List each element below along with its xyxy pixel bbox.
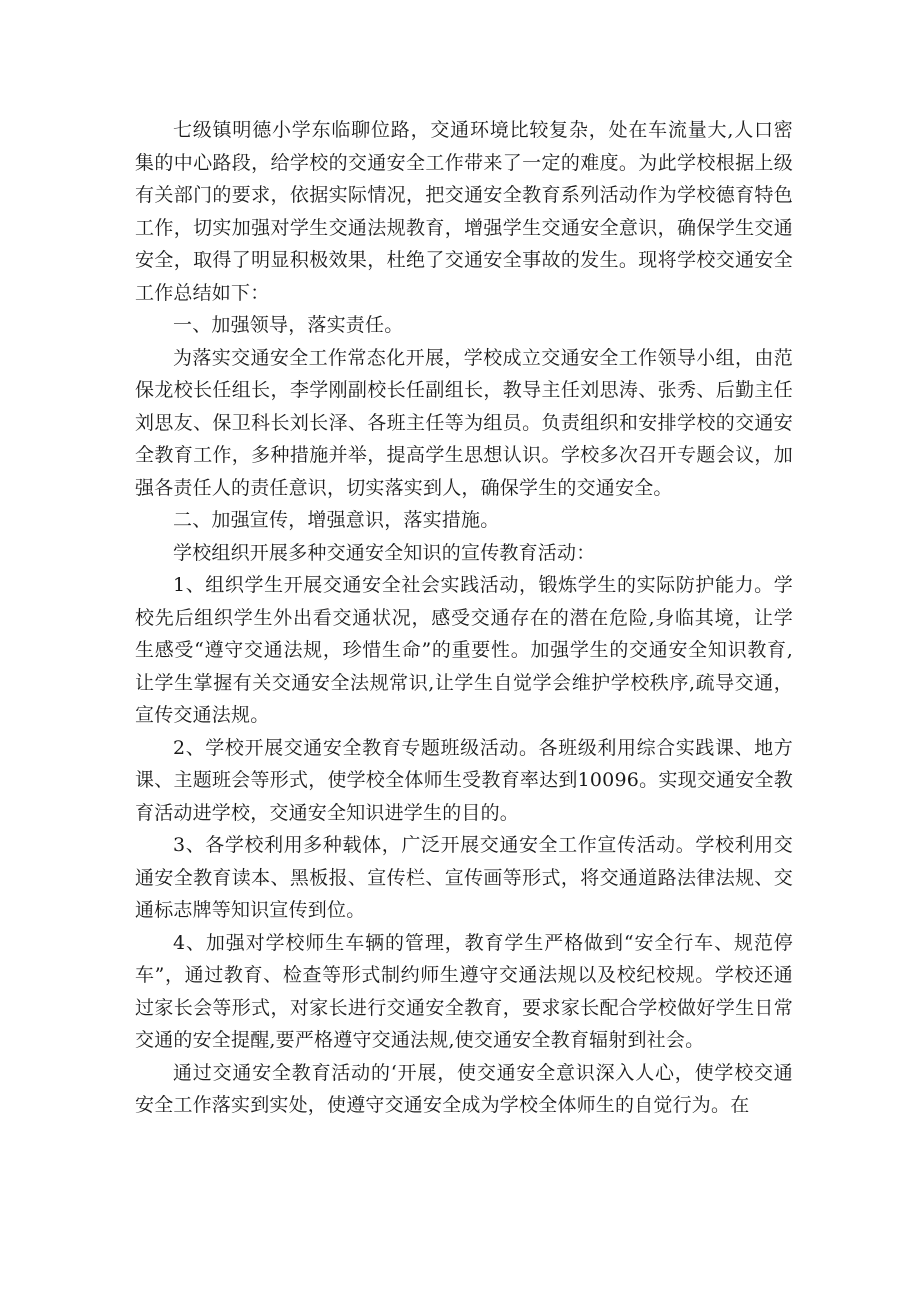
document-body: [135, 114, 793, 1122]
section-heading-1: 一、加强领导，落实责任。: [173, 314, 404, 336]
activity-item-3: 3、各学校利用多种载体，广泛开展交通安全工作宣传活动。学校利用交通安全教育读本、黑板报、宣传栏、宣传画等形式，将交通道路法律法规、交通标志牌等知识宣传到位。: [135, 834, 793, 921]
activities-intro: 学校组织开展多种交通安全知识的宣传教育活动：: [173, 541, 596, 564]
intro-paragraph: 七级镇明德小学东临聊位路，交通环境比较复杂，处在车流量大,人口密集的中心路段，给学校的交通安全工作带来了一定的难度。为此学校根据上级有关部门的要求，依据实际情况，把交通安全教育系列活动作为学校德育特色工作，切实加强对学生交通法规教育，增强学生交通安全意识，确保学生交通安全，取得了明显积极效果，杜绝了交通安全事故的发生。现将学校交通安全工作总结如下：: [135, 119, 793, 304]
activity-item-1: 1、组织学生开展交通安全社会实践活动，锻炼学生的实际防护能力。学校先后组织学生外出看交通状况，感受交通存在的潜在危险,身临其境，让学生感受“遵守交通法规，珍惜生命”的重要性。加强学生的交通安全知识教育,让学生掌握有关交通安全法规常识,让学生自觉学会维护学校秩序,疏导交通，宣传交通法规。: [135, 574, 793, 726]
activity-item-2: 2、学校开展交通安全教育专题班级活动。各班级利用综合实践课、地方课、主题班会等形式，使学校全体师生受教育率达到10096。实现交通安全教育活动进学校，交通安全知识进学生的目的。: [135, 736, 793, 824]
section-heading-2: 二、加强宣传，增强意识，落实措施。: [173, 509, 500, 531]
leadership-paragraph: 为落实交通安全工作常态化开展，学校成立交通安全工作领导小组，由范保龙校长任组长，李学刚副校长任副组长，教导主任刘思涛、张秀、后勤主任刘思友、保卫科长刘长泽、各班主任等为组员。负责组织和安排学校的交通安全教育工作，多种措施并举，提高学生思想认识。学校多次召开专题会议，加强各责任人的责任意识，切实落实到人，确保学生的交通安全。: [135, 346, 793, 499]
activity-item-4: 4、加强对学校师生车辆的管理，教育学生严格做到“安全行车、规范停车”，通过教育、检查等形式制约师生遵守交通法规以及校纪校规。学校还通过家长会等形式，对家长进行交通安全教育，要求家长配合学校做好学生日常交通的安全提醒,要严格遵守交通法规,使交通安全教育辐射到社会。: [135, 931, 793, 1051]
conclusion-paragraph: 通过交通安全教育活动的‘开展，使交通安全意识深入人心，使学校交通安全工作落实到实处，使遵守交通安全成为学校全体师生的自觉行为。在: [135, 1061, 793, 1116]
